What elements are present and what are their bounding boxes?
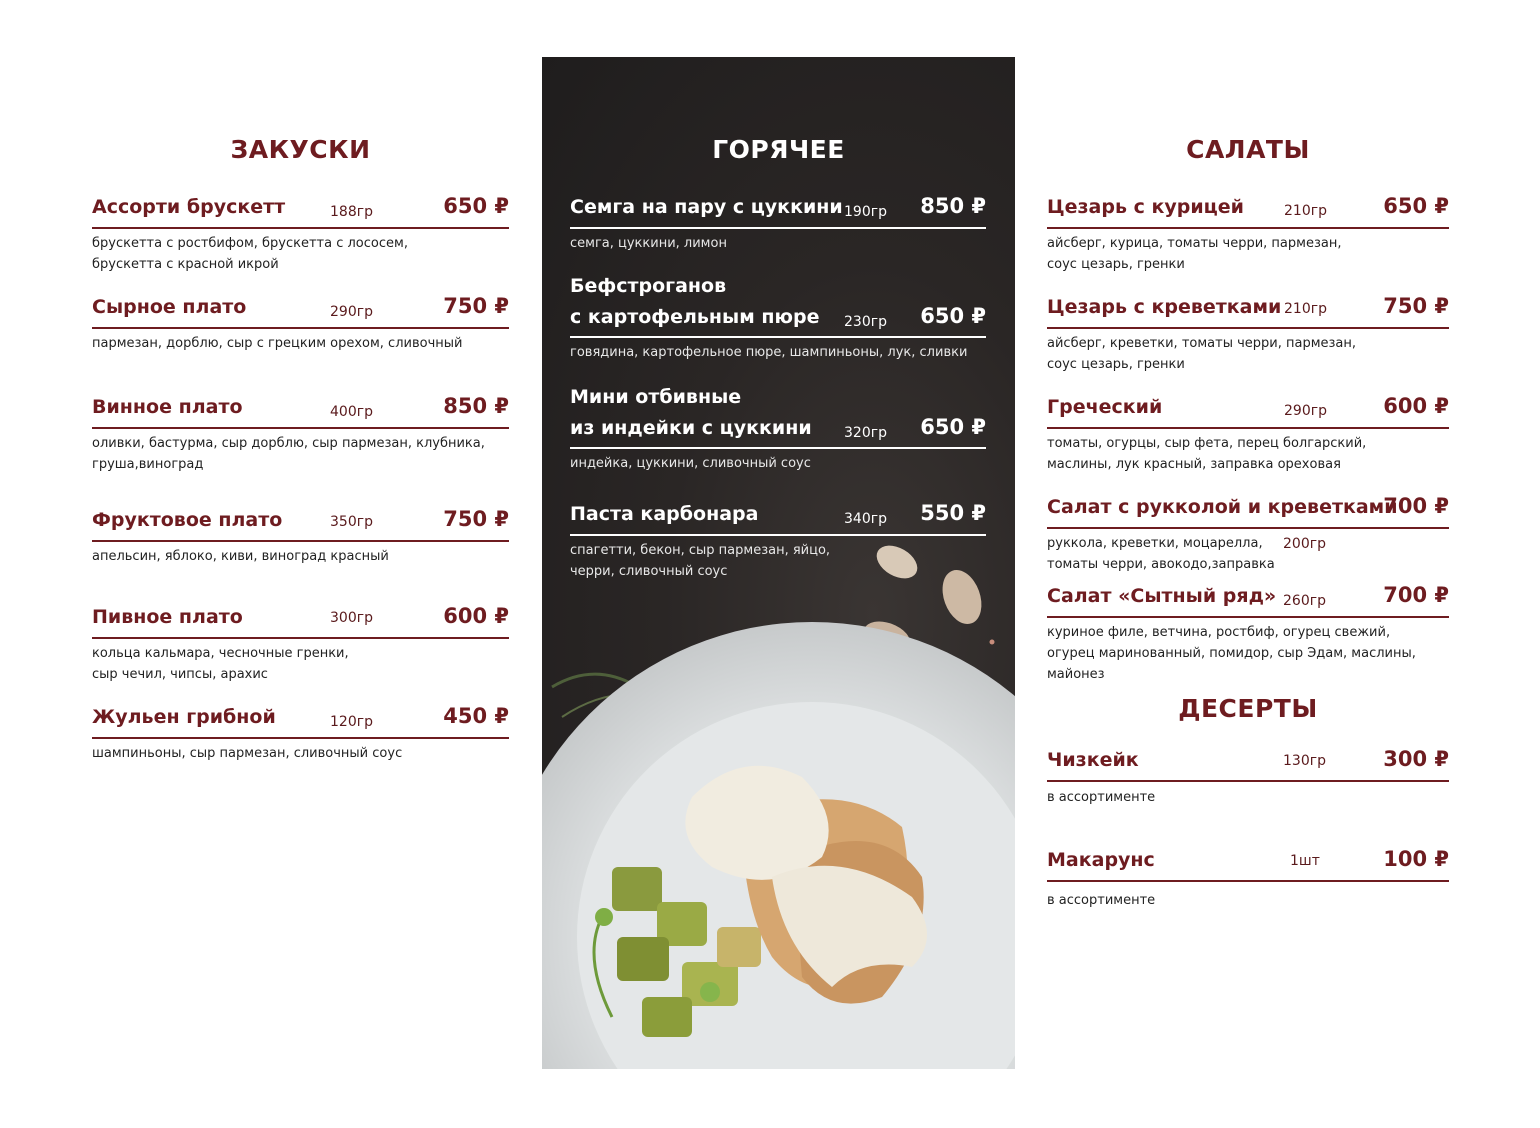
menu-item (570, 272, 986, 372)
menu-item (1047, 393, 1449, 483)
menu-item (570, 500, 986, 590)
item-price: 650 ₽ (443, 194, 509, 218)
item-weight: 290гр (330, 304, 373, 320)
item-description: брускетта с ростбифом, брускетта с лососем, брускетта с красной икрой (92, 236, 408, 272)
divider (1047, 616, 1449, 618)
item-description: куриное филе, ветчина, ростбиф, огурец свежий, огурец маринованный, помидор, сыр Эдам, маслины, майонез (1047, 625, 1416, 682)
item-weight: 1шт (1290, 853, 1320, 869)
item-name: Греческий (1047, 396, 1163, 418)
divider (570, 227, 986, 229)
item-weight: 120гр (330, 714, 373, 730)
item-weight: 190гр (844, 204, 887, 220)
menu-item (92, 193, 509, 283)
item-weight: 400гр (330, 404, 373, 420)
item-price: 850 ₽ (920, 194, 986, 218)
item-description: индейка, цуккини, сливочный соус (570, 456, 811, 471)
item-name: Паста карбонара (570, 503, 759, 525)
item-description: спагетти, бекон, сыр пармезан, яйцо, черри, сливочный соус (570, 543, 831, 579)
divider (92, 540, 509, 542)
divider (1047, 780, 1449, 782)
item-description: семга, цуккини, лимон (570, 236, 727, 251)
divider (92, 227, 509, 229)
item-weight: 350гр (330, 514, 373, 530)
item-name: Винное плато (92, 396, 243, 418)
menu-item (1047, 746, 1449, 816)
item-name-line-2: с картофельным пюре (570, 306, 820, 328)
divider (92, 637, 509, 639)
item-weight: 200гр (1283, 536, 1326, 552)
item-description: руккола, креветки, моцарелла, томаты черри, авокодо,заправка (1047, 536, 1275, 572)
item-price: 750 ₽ (1383, 294, 1449, 318)
divider (1047, 427, 1449, 429)
item-description: томаты, огурцы, сыр фета, перец болгарский, маслины, лук красный, заправка ореховая (1047, 436, 1367, 472)
item-price: 750 ₽ (443, 507, 509, 531)
item-name: Ассорти брускетт (92, 196, 286, 218)
item-name-line-1: Бефстроганов (570, 275, 727, 297)
item-description: в ассортименте (1047, 790, 1156, 805)
item-name-line-2: из индейки с цуккини (570, 417, 812, 439)
menu-item (92, 603, 509, 693)
item-name: Чизкейк (1047, 749, 1139, 771)
divider (92, 327, 509, 329)
item-price: 450 ₽ (443, 704, 509, 728)
item-price: 650 ₽ (1383, 194, 1449, 218)
item-weight: 230гр (844, 314, 887, 330)
section-title-zakuski: ЗАКУСКИ (230, 135, 371, 164)
menu-item (92, 393, 509, 483)
item-name: Жульен грибной (92, 706, 276, 728)
item-weight: 188гр (330, 204, 373, 220)
item-name: Цезарь с креветками (1047, 296, 1282, 318)
menu-item (92, 703, 509, 773)
item-price: 600 ₽ (443, 604, 509, 628)
menu-item (92, 293, 509, 363)
item-weight: 340гр (844, 511, 887, 527)
item-description: кольца кальмара, чесночные гренки, сыр чечил, чипсы, арахис (92, 646, 349, 682)
divider (570, 447, 986, 449)
item-price: 550 ₽ (920, 501, 986, 525)
item-price: 750 ₽ (443, 294, 509, 318)
item-name: Салат «Сытный ряд» (1047, 585, 1277, 607)
item-name: Цезарь с курицей (1047, 196, 1244, 218)
divider (92, 427, 509, 429)
item-weight: 320гр (844, 425, 887, 441)
section-title-goryachee: ГОРЯЧЕЕ (712, 135, 845, 164)
item-name: Семга на пару с цуккини (570, 196, 843, 218)
menu-item (92, 506, 509, 576)
menu-item (1047, 582, 1449, 692)
divider (1047, 227, 1449, 229)
section-title-salaty: САЛАТЫ (1186, 135, 1310, 164)
item-weight: 210гр (1284, 203, 1327, 219)
item-name-line-1: Мини отбивные (570, 386, 742, 408)
item-description: шампиньоны, сыр пармезан, сливочный соус (92, 746, 403, 761)
divider (1047, 327, 1449, 329)
divider (92, 737, 509, 739)
menu-item (570, 193, 986, 263)
divider (570, 336, 986, 338)
item-price: 850 ₽ (443, 394, 509, 418)
divider (1047, 880, 1449, 882)
item-name: Фруктовое плато (92, 509, 283, 531)
item-name: Пивное плато (92, 606, 243, 628)
item-description: говядина, картофельное пюре, шампиньоны, лук, сливки (570, 345, 968, 360)
menu-item (1047, 193, 1449, 283)
item-price: 300 ₽ (1383, 747, 1449, 771)
item-price: 600 ₽ (1383, 394, 1449, 418)
menu-item (570, 383, 986, 483)
item-name: Макарунс (1047, 849, 1155, 871)
divider (1047, 527, 1449, 529)
item-weight: 260гр (1283, 593, 1326, 609)
item-name: Сырное плато (92, 296, 247, 318)
item-weight: 210гр (1284, 301, 1327, 317)
menu-item (1047, 846, 1449, 916)
item-weight: 300гр (330, 610, 373, 626)
menu-item (1047, 493, 1449, 578)
item-description: айсберг, креветки, томаты черри, пармезан, соус цезарь, гренки (1047, 336, 1357, 372)
item-price: 650 ₽ (920, 304, 986, 328)
item-weight: 290гр (1284, 403, 1327, 419)
item-weight: 130гр (1283, 753, 1326, 769)
item-description: айсберг, курица, томаты черри, пармезан, соус цезарь, гренки (1047, 236, 1342, 272)
item-price: 700 ₽ (1383, 583, 1449, 607)
item-name: Салат с рукколой и креветками (1047, 496, 1398, 518)
item-description: в ассортименте (1047, 893, 1156, 908)
item-price: 100 ₽ (1383, 847, 1449, 871)
item-price: 650 ₽ (920, 415, 986, 439)
item-price: 700 ₽ (1383, 494, 1449, 518)
item-description: оливки, бастурма, сыр дорблю, сыр пармезан, клубника, груша,виноград (92, 436, 485, 472)
divider (570, 534, 986, 536)
item-description: апельсин, яблоко, киви, виноград красный (92, 549, 389, 564)
item-description: пармезан, дорблю, сыр с грецким орехом, сливочный (92, 336, 463, 351)
menu-item (1047, 293, 1449, 383)
section-title-deserty: ДЕСЕРТЫ (1178, 694, 1318, 723)
